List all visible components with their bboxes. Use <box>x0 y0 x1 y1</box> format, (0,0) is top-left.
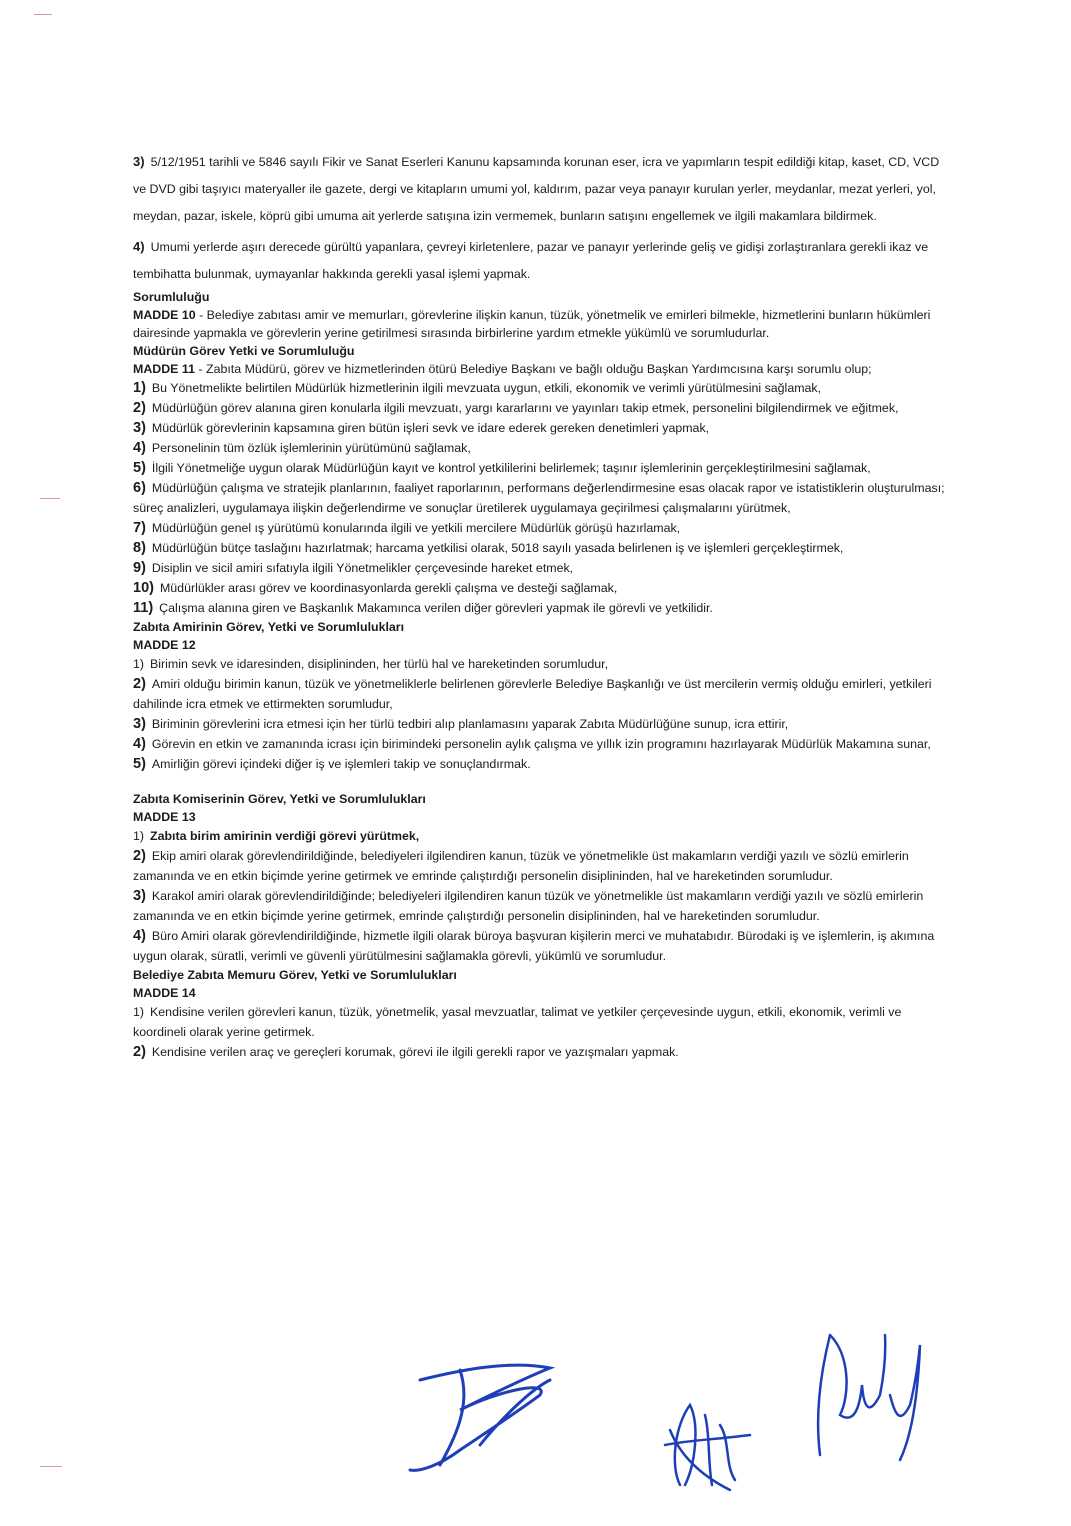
article-list <box>133 654 953 774</box>
list-item <box>133 846 953 886</box>
item-text: Karakol amiri olarak görevlendirildiğinde; belediyeleri ilgilendiren kanun tüzük ve yönetmelikle üst makamların verdiği yazılı ve sözlü emirlerin zamanında ve en etkin biçimde yerine getirmek, emrinde çalıştırdığı personelin disiplininden, hal ve hareketinden sorumludur. <box>133 889 924 923</box>
item-number: 3) <box>133 716 146 732</box>
article-list <box>133 826 953 966</box>
item-number: 1) <box>133 1005 145 1019</box>
item-number: 10) <box>133 580 154 596</box>
item-text: Müdürlükler arası görev ve koordinasyonlarda gerekli çalışma ve desteği sağlamak, <box>159 581 618 595</box>
item-text: Müdürlüğün görev alanına giren konularla ilgili mevzuatı, yargı kararlarını ve yayınları takip etmek, personelini bilgilendirmek ve eğitmek, <box>151 401 899 415</box>
list-item <box>133 478 953 518</box>
section-heading: Sorumluluğu <box>133 290 210 304</box>
item-text: Müdürlüğün genel ış yürütümü konularında ilgili ve yetkili mercilere Müdürlük görüşü hazırlamak, <box>151 521 681 535</box>
list-item <box>133 714 953 734</box>
item-text: Müdürlük görevlerinin kapsamına giren bütün işleri sevk ve idare ederek gereken denetimleri yapmak, <box>151 421 710 435</box>
margin-mark <box>40 1466 62 1467</box>
item-number: 11) <box>133 600 154 616</box>
item-text: Bu Yönetmelikte belirtilen Müdürlük hizmetlerinin ilgili mevzuata uygun, etkili, ekonomik ve verimli yürütülmesini sağlamak, <box>151 381 822 395</box>
article-paragraph: MADDE 10 - Belediye zabıtası amir ve memurları, görevlerine ilişkin kanun, tüzük, yönetmelik ve emirleri bilmekle, hizmetlerini bunların hükümleri dairesinde yapmakla ve görevlerin yerine getirilmesi sırasında birbirlerine yardım etmekle yükümlü ve sorumludurlar. <box>133 308 931 340</box>
item-number: 3) <box>133 888 146 904</box>
margin-mark <box>34 14 52 15</box>
item-text: Ekip amiri olarak görevlendirildiğinde, belediyeleri ilgilendiren kanun, tüzük ve yönetmelikle üst makamların verdiği yazılı ve sözlü emirlerin zamanında ve en etkin biçimde yerine getirmek ve emrinde çalıştırdığı personelin disiplininden, hal ve hareketinden sorumludur. <box>133 849 909 883</box>
list-item <box>133 654 953 674</box>
list-item <box>133 734 953 754</box>
list-item <box>133 674 953 714</box>
list-item <box>133 418 953 438</box>
list-item <box>133 1002 953 1042</box>
item-text: Zabıta birim amirinin verdiği görevi yürütmek, <box>150 829 420 843</box>
item-text: Büro Amiri olarak görevlendirildiğinde, hizmetle ilgili olarak büroya başvuran kişilerin merci ve muhatabıdır. Bürodaki iş ve işlemlerin, iş akımına uygun olarak, süratli, verimli ve güvenli yürütülmesini sağlamakla görevli, yükümlü ve sorumludur. <box>133 929 935 963</box>
item-text: Müdürlüğün çalışma ve stratejik planlarının, faaliyet raporlarının, performans değerlendirmesine esas olacak rapor ve istatistiklerin oluşturulması; süreç analizleri, uygulamaya ilişkin değerlendirme ve sonuçlar üretilerek uygulamaya geçirilmesi çalışmalarını yürütmek, <box>133 481 945 515</box>
list-item <box>133 538 953 558</box>
list-item <box>133 598 953 618</box>
signature-2 <box>650 1385 770 1495</box>
item-text: Çalışma alanına giren ve Başkanlık Makamınca verilen diğer görevleri yapmak ile görevli ve yetkilidir. <box>159 601 713 615</box>
list-item <box>133 438 953 458</box>
item-text: Birimin sevk ve idaresinden, disiplininden, her türlü hal ve hareketinden sorumludur, <box>150 657 609 671</box>
article-list <box>133 378 953 618</box>
item-text: Personelinin tüm özlük işlemlerinin yürütümünü sağlamak, <box>151 441 471 455</box>
item-text: Kendisine verilen görevleri kanun, tüzük, yönetmelik, yasal mevzuatlar, talimat ve yetkiler çerçevesinde uygun, etkili, ekonomik, verimli ve koordineli olarak yerine getirmek. <box>133 1005 902 1039</box>
item-text: Görevin en etkin ve zamanında icrası için birimindeki personelin aylık çalışma ve yıllık izin programını hazırlayarak Müdürlük Makamına sunar, <box>151 737 931 751</box>
item-number: 4) <box>133 928 146 944</box>
item-number: 2) <box>133 848 146 864</box>
item-text: Amirliğin görevi içindeki diğer iş ve işlemleri takip ve sonuçlandırmak. <box>151 757 531 771</box>
list-item <box>133 558 953 578</box>
paragraph: 4) Umumi yerlerde aşırı derecede gürültü yapanlara, çevreyi kirletenlere, pazar ve panayır yerlerinde geliş ve gidişi zorlaştıranlara gerekli ikaz ve tembihatta bulunmak, uymayanlar hakkında gerekli yasal işlemi yapmak. <box>133 239 929 281</box>
item-number: 8) <box>133 540 146 556</box>
signature-3 <box>800 1315 950 1465</box>
item-text: Amiri olduğu birimin kanun, tüzük ve yönetmeliklerle belirlenen görevlerle Belediye Başkanlığı ve üst mercilerin vermiş olduğu emirleri, yetkileri dahilinde icra etmek ve ettirmekten sorumludur, <box>133 677 932 711</box>
item-number: 1) <box>133 657 145 671</box>
list-item <box>133 578 953 598</box>
section-heading: Müdürün Görev Yetki ve Sorumluluğu <box>133 344 355 358</box>
section-heading: Zabıta Komiserinin Görev, Yetki ve Sorumlulukları <box>133 792 426 806</box>
item-number: 3) <box>133 420 146 436</box>
item-number: 7) <box>133 520 146 536</box>
item-number: 2) <box>133 1044 146 1060</box>
article-list <box>133 1002 953 1062</box>
signature-1 <box>400 1350 570 1480</box>
list-item <box>133 926 953 966</box>
item-text: Kendisine verilen araç ve gereçleri korumak, görevi ile ilgili gerekli rapor ve yazışmaları yapmak. <box>151 1045 679 1059</box>
paragraph: 3) 5/12/1951 tarihli ve 5846 sayılı Fikir ve Sanat Eserleri Kanunu kapsamında korunan eser, icra ve yapımların tespit edildiği kitap, kaset, CD, VCD ve DVD gibi taşıyıcı materyaller ile gazete, dergi ve kitapların umumi yol, kaldırım, pazar veya panayır kurulan yerler, meydanlar, mezat yerleri, yol, meydan, pazar, iskele, köprü gibi umuma ait yerlerde satışına izin vermemek, bunların satışını engellemek ve ilgili makamlara bildirmek. <box>133 154 940 223</box>
item-number: 2) <box>133 676 146 692</box>
list-item <box>133 398 953 418</box>
item-number: 9) <box>133 560 146 576</box>
document-body <box>133 148 953 1062</box>
list-item <box>133 378 953 398</box>
article-paragraph: MADDE 11 - Zabıta Müdürü, görev ve hizmetlerinden ötürü Belediye Başkanı ve bağlı olduğu Başkan Yardımcısına karşı sorumlu olup; <box>133 362 872 376</box>
margin-mark <box>40 498 60 499</box>
article-number: MADDE 13 <box>133 810 196 824</box>
item-number: 4) <box>133 736 146 752</box>
item-text: İlgili Yönetmeliğe uygun olarak Müdürlüğün kayıt ve kontrol yetkililerini belirlemek; taşınır işlemlerinin gerçekleştirilmesini sağlamak, <box>151 461 871 475</box>
list-item <box>133 518 953 538</box>
article-number: MADDE 12 <box>133 638 196 652</box>
item-text: Disiplin ve sicil amiri sıfatıyla ilgili Yönetmelikler çerçevesinde hareket etmek, <box>151 561 574 575</box>
article-number: MADDE 14 <box>133 986 196 1000</box>
list-item <box>133 886 953 926</box>
item-number: 5) <box>133 460 146 476</box>
list-item <box>133 754 953 774</box>
item-number: 2) <box>133 400 146 416</box>
list-item <box>133 1042 953 1062</box>
item-text: Biriminin görevlerini icra etmesi için her türlü tedbiri alıp planlamasını yaparak Zabıta Müdürlüğüne sunup, icra ettirir, <box>151 717 789 731</box>
item-number: 5) <box>133 756 146 772</box>
item-number: 1) <box>133 380 146 396</box>
item-number: 6) <box>133 480 146 496</box>
list-item <box>133 458 953 478</box>
item-text: Müdürlüğün bütçe taslağını hazırlatmak; harcama yetkilisi olarak, 5018 sayılı yasada belirlenen iş ve işlemleri gerçekleştirmek, <box>151 541 844 555</box>
section-heading: Zabıta Amirinin Görev, Yetki ve Sorumlulukları <box>133 620 405 634</box>
section-heading: Belediye Zabıta Memuru Görev, Yetki ve Sorumlulukları <box>133 968 457 982</box>
item-number: 1) <box>133 829 145 843</box>
list-item <box>133 826 953 846</box>
item-number: 4) <box>133 440 146 456</box>
